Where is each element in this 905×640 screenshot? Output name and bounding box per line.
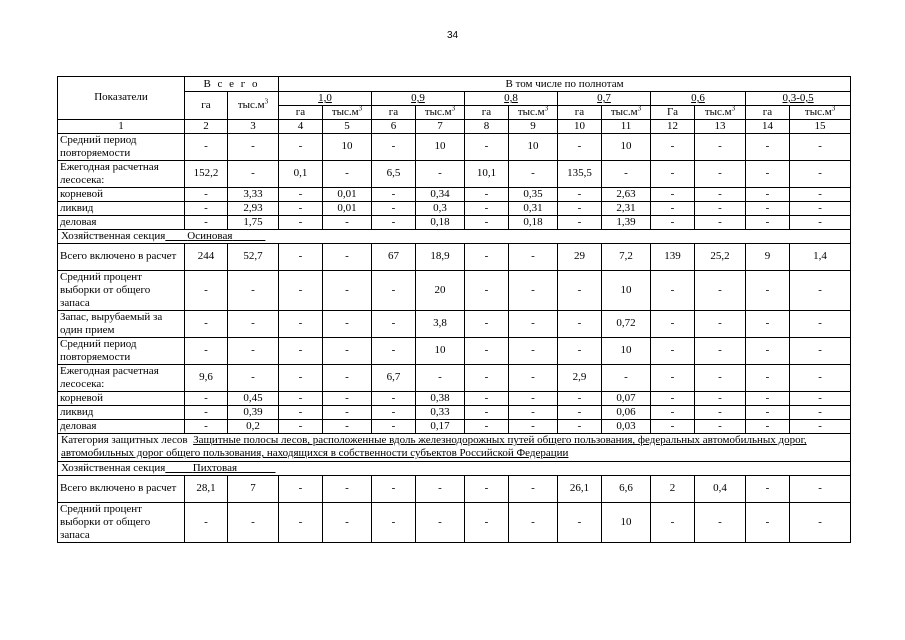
row-label: Всего включено в расчет: [58, 475, 185, 502]
table-cell: -: [279, 405, 323, 419]
table-cell: -: [509, 270, 558, 310]
table-cell: -: [651, 201, 695, 215]
table-cell: -: [279, 364, 323, 391]
table-cell: -: [323, 419, 372, 433]
row-label: Средний процент выборки от общего запаса: [58, 270, 185, 310]
table-cell: -: [372, 201, 416, 215]
table-cell: -: [558, 187, 602, 201]
density-1: 1,0: [279, 92, 372, 106]
column-number: 15: [790, 119, 851, 133]
table-cell: 10: [602, 502, 651, 542]
table-cell: -: [746, 201, 790, 215]
unit-ha: га: [372, 105, 416, 119]
table-cell: -: [558, 405, 602, 419]
table-cell: 0,01: [323, 187, 372, 201]
table-cell: -: [185, 502, 228, 542]
density-2: 0,9: [372, 92, 465, 106]
table-cell: -: [185, 187, 228, 201]
table-cell: -: [509, 160, 558, 187]
table-row: [58, 243, 851, 270]
table-cell: -: [509, 405, 558, 419]
table-cell: -: [558, 391, 602, 405]
table-cell: -: [695, 310, 746, 337]
table-cell: -: [695, 201, 746, 215]
table-block-2: [58, 243, 851, 433]
table-cell: 139: [651, 243, 695, 270]
table-cell: -: [509, 391, 558, 405]
density-4: 0,7: [558, 92, 651, 106]
table-cell: -: [228, 160, 279, 187]
table-cell: 10: [323, 133, 372, 160]
header-total-volume: $тыс.м^3$: [228, 92, 279, 120]
table-row: [58, 201, 851, 215]
table-cell: -: [279, 215, 323, 229]
row-label: деловая: [58, 419, 185, 433]
table-cell: -: [746, 337, 790, 364]
table-cell: -: [651, 160, 695, 187]
row-label: ликвид: [58, 405, 185, 419]
table-cell: -: [558, 502, 602, 542]
category-protective-forests: Категория защитных лесов Защитные полосы лесов, расположенные вдоль железнодорожных путей общего пользования, федеральных автомобильных дорог, автомобильных дорог общего пользования, находящихся в собственности субъектов Российской Федерации: [58, 433, 851, 461]
table-cell: -: [790, 405, 851, 419]
table-cell: -: [372, 419, 416, 433]
column-number: 3: [228, 119, 279, 133]
row-label: ликвид: [58, 201, 185, 215]
table-cell: 10: [602, 337, 651, 364]
table-cell: 2,63: [602, 187, 651, 201]
table-cell: 0,72: [602, 310, 651, 337]
table-row: [58, 160, 851, 187]
row-label: корневой: [58, 187, 185, 201]
table-row: [58, 133, 851, 160]
table-cell: -: [790, 187, 851, 201]
table-cell: -: [228, 364, 279, 391]
table-cell: 10: [509, 133, 558, 160]
density-3: 0,8: [465, 92, 558, 106]
table-row: [58, 364, 851, 391]
table-cell: -: [416, 160, 465, 187]
table-cell: 0,31: [509, 201, 558, 215]
unit-volume: $тыс.м^3$: [509, 105, 558, 119]
table-cell: -: [695, 337, 746, 364]
table-cell: 0,01: [323, 201, 372, 215]
table-cell: -: [228, 502, 279, 542]
unit-volume: $тыс.м^3$: [416, 105, 465, 119]
table-cell: -: [279, 502, 323, 542]
table-cell: 135,5: [558, 160, 602, 187]
table-cell: -: [279, 419, 323, 433]
table-cell: 2,9: [558, 364, 602, 391]
unit-ha: га: [465, 105, 509, 119]
table-cell: 1,75: [228, 215, 279, 229]
table-cell: -: [185, 310, 228, 337]
table-cell: -: [651, 310, 695, 337]
table-cell: -: [279, 243, 323, 270]
table-cell: -: [185, 201, 228, 215]
table-cell: 7: [228, 475, 279, 502]
table-cell: -: [279, 475, 323, 502]
table-cell: -: [558, 310, 602, 337]
table-cell: -: [465, 391, 509, 405]
table-cell: -: [465, 364, 509, 391]
table-cell: 10: [416, 337, 465, 364]
table-cell: -: [372, 391, 416, 405]
table-cell: -: [651, 270, 695, 310]
section-aspen: Хозяйственная секция Осиновая: [58, 229, 851, 243]
table-cell: -: [323, 215, 372, 229]
table-cell: 0,06: [602, 405, 651, 419]
row-label: Ежегодная расчетная лесосека:: [58, 364, 185, 391]
unit-volume: $тыс.м^3$: [695, 105, 746, 119]
table-cell: -: [790, 201, 851, 215]
row-label: Запас, вырубаемый за один прием: [58, 310, 185, 337]
table-cell: -: [651, 133, 695, 160]
forest-table: [57, 76, 851, 543]
table-cell: -: [651, 215, 695, 229]
density-5: 0,6: [651, 92, 746, 106]
table-cell: -: [185, 405, 228, 419]
table-cell: -: [323, 243, 372, 270]
table-cell: -: [465, 201, 509, 215]
column-number: 13: [695, 119, 746, 133]
row-label: Средний период повторяемости: [58, 337, 185, 364]
table-cell: 52,7: [228, 243, 279, 270]
column-number: 5: [323, 119, 372, 133]
table-cell: -: [558, 337, 602, 364]
table-cell: -: [651, 364, 695, 391]
table-cell: -: [602, 160, 651, 187]
table-cell: 0,17: [416, 419, 465, 433]
unit-volume: $тыс.м^3$: [602, 105, 651, 119]
header-total-ha: га: [185, 92, 228, 120]
table-cell: -: [558, 270, 602, 310]
table-cell: -: [228, 337, 279, 364]
table-cell: 10,1: [465, 160, 509, 187]
column-number: 8: [465, 119, 509, 133]
table-cell: 6,5: [372, 160, 416, 187]
row-label: корневой: [58, 391, 185, 405]
table-cell: -: [790, 133, 851, 160]
table-cell: 28,1: [185, 475, 228, 502]
table-cell: -: [465, 419, 509, 433]
table-cell: -: [509, 502, 558, 542]
table-cell: -: [372, 502, 416, 542]
table-cell: 0,35: [509, 187, 558, 201]
table-cell: -: [416, 502, 465, 542]
table-cell: 26,1: [558, 475, 602, 502]
table-cell: -: [746, 310, 790, 337]
column-number: 11: [602, 119, 651, 133]
unit-volume: $тыс.м^3$: [323, 105, 372, 119]
table-cell: 2,93: [228, 201, 279, 215]
table-cell: 67: [372, 243, 416, 270]
header-row-1: [58, 77, 851, 92]
table-cell: 1,39: [602, 215, 651, 229]
header-indicators: Показатели: [58, 77, 185, 120]
table-cell: -: [651, 187, 695, 201]
table-cell: -: [279, 391, 323, 405]
table-cell: -: [695, 391, 746, 405]
table-cell: -: [790, 310, 851, 337]
table-cell: -: [323, 364, 372, 391]
table-cell: -: [790, 270, 851, 310]
table-cell: 0,4: [695, 475, 746, 502]
table-cell: -: [746, 419, 790, 433]
table-cell: -: [185, 337, 228, 364]
table-cell: -: [465, 475, 509, 502]
table-cell: -: [746, 502, 790, 542]
table-cell: -: [228, 133, 279, 160]
table-block-1: [58, 133, 851, 229]
unit-ha: Га: [651, 105, 695, 119]
table-cell: 9,6: [185, 364, 228, 391]
table-cell: -: [228, 310, 279, 337]
table-cell: -: [509, 310, 558, 337]
column-number: 12: [651, 119, 695, 133]
table-cell: -: [323, 475, 372, 502]
table-cell: 0,3: [416, 201, 465, 215]
table-cell: -: [185, 391, 228, 405]
table-cell: 10: [602, 133, 651, 160]
table-cell: 10: [416, 133, 465, 160]
table-cell: -: [746, 364, 790, 391]
table-row: [58, 187, 851, 201]
table-cell: -: [372, 215, 416, 229]
table-cell: -: [790, 215, 851, 229]
table-cell: -: [746, 405, 790, 419]
column-number: 14: [746, 119, 790, 133]
column-number: 10: [558, 119, 602, 133]
table-cell: -: [509, 243, 558, 270]
column-number: 9: [509, 119, 558, 133]
table-cell: -: [323, 405, 372, 419]
table-cell: 244: [185, 243, 228, 270]
table-cell: -: [695, 187, 746, 201]
table-cell: -: [695, 502, 746, 542]
header-total: В с е г о: [185, 77, 279, 92]
row-label: Средний процент выборки от общего запаса: [58, 502, 185, 542]
table-cell: -: [746, 270, 790, 310]
row-label: Средний период повторяемости: [58, 133, 185, 160]
table-cell: 2: [651, 475, 695, 502]
table-row: [58, 475, 851, 502]
table-cell: -: [185, 133, 228, 160]
table-cell: -: [558, 419, 602, 433]
table-cell: 20: [416, 270, 465, 310]
table-cell: 0,38: [416, 391, 465, 405]
table-cell: -: [695, 405, 746, 419]
table-cell: -: [509, 337, 558, 364]
table-cell: -: [372, 475, 416, 502]
table-cell: -: [695, 160, 746, 187]
table-cell: -: [465, 243, 509, 270]
table-cell: -: [746, 133, 790, 160]
table-row: [58, 270, 851, 310]
unit-ha: га: [558, 105, 602, 119]
table-cell: 10: [602, 270, 651, 310]
table-cell: 0,45: [228, 391, 279, 405]
table-cell: -: [323, 160, 372, 187]
table-cell: -: [323, 337, 372, 364]
table-cell: -: [465, 187, 509, 201]
density-6: 0,3-0,5: [746, 92, 851, 106]
table-cell: 0,03: [602, 419, 651, 433]
table-row: [58, 215, 851, 229]
table-cell: -: [279, 310, 323, 337]
table-cell: 18,9: [416, 243, 465, 270]
table-cell: 0,34: [416, 187, 465, 201]
table-cell: -: [790, 502, 851, 542]
table-cell: -: [279, 270, 323, 310]
table-cell: -: [465, 310, 509, 337]
table-cell: 2,31: [602, 201, 651, 215]
table-cell: -: [416, 364, 465, 391]
table-cell: 0,33: [416, 405, 465, 419]
header-including: В том числе по полнотам: [279, 77, 851, 92]
table-cell: -: [185, 215, 228, 229]
table-cell: 0,1: [279, 160, 323, 187]
section-row-aspen: [58, 229, 851, 243]
table-cell: -: [558, 133, 602, 160]
table-cell: -: [746, 187, 790, 201]
unit-volume: $тыс.м^3$: [790, 105, 851, 119]
table-cell: -: [695, 364, 746, 391]
table-cell: -: [465, 502, 509, 542]
table-cell: -: [372, 270, 416, 310]
table-cell: -: [279, 201, 323, 215]
table-cell: 0,18: [509, 215, 558, 229]
table-cell: -: [279, 337, 323, 364]
table-cell: 0,2: [228, 419, 279, 433]
section-fir: Хозяйственная секция Пихтовая: [58, 461, 851, 475]
page-number: 34: [446, 30, 459, 41]
table-cell: -: [465, 133, 509, 160]
table-cell: -: [465, 337, 509, 364]
table-cell: -: [746, 391, 790, 405]
row-label: деловая: [58, 215, 185, 229]
row-label: Ежегодная расчетная лесосека:: [58, 160, 185, 187]
table-cell: -: [372, 405, 416, 419]
table-cell: -: [746, 160, 790, 187]
table-cell: -: [416, 475, 465, 502]
table-cell: -: [651, 337, 695, 364]
table-cell: -: [279, 133, 323, 160]
row-label: Всего включено в расчет: [58, 243, 185, 270]
table-cell: -: [185, 270, 228, 310]
column-number: 6: [372, 119, 416, 133]
table-cell: -: [790, 419, 851, 433]
table-cell: -: [695, 419, 746, 433]
table-cell: -: [372, 187, 416, 201]
table-cell: 0,07: [602, 391, 651, 405]
table-row: [58, 405, 851, 419]
table-cell: -: [372, 337, 416, 364]
table-cell: -: [746, 215, 790, 229]
table-cell: -: [790, 160, 851, 187]
column-number: 7: [416, 119, 465, 133]
column-number-row: [58, 119, 851, 133]
table-cell: -: [790, 364, 851, 391]
table-cell: -: [372, 310, 416, 337]
table-cell: -: [465, 405, 509, 419]
table-cell: 6,6: [602, 475, 651, 502]
table-cell: -: [651, 502, 695, 542]
column-number: 2: [185, 119, 228, 133]
unit-ha: га: [279, 105, 323, 119]
table-cell: -: [372, 133, 416, 160]
table-cell: 3,33: [228, 187, 279, 201]
table-row: [58, 419, 851, 433]
table-cell: -: [651, 405, 695, 419]
table-cell: -: [279, 187, 323, 201]
table-cell: -: [746, 475, 790, 502]
category-row: [58, 433, 851, 461]
column-number: 4: [279, 119, 323, 133]
table-cell: 29: [558, 243, 602, 270]
table-cell: -: [558, 201, 602, 215]
table-cell: -: [228, 270, 279, 310]
table-row: [58, 337, 851, 364]
section-row-fir: [58, 461, 851, 475]
table-cell: 3,8: [416, 310, 465, 337]
table-cell: -: [790, 475, 851, 502]
table-cell: -: [558, 215, 602, 229]
table-cell: -: [695, 270, 746, 310]
table-row: [58, 310, 851, 337]
table-row: [58, 391, 851, 405]
table-cell: -: [509, 475, 558, 502]
table-cell: -: [509, 364, 558, 391]
table-cell: 152,2: [185, 160, 228, 187]
table-cell: -: [323, 310, 372, 337]
table-cell: -: [695, 133, 746, 160]
table-cell: -: [465, 215, 509, 229]
table-cell: -: [651, 419, 695, 433]
table-cell: 9: [746, 243, 790, 270]
column-number: 1: [58, 119, 185, 133]
table-cell: 0,39: [228, 405, 279, 419]
table-cell: 6,7: [372, 364, 416, 391]
table-block-3: [58, 475, 851, 542]
table-row: [58, 502, 851, 542]
table-cell: 0,18: [416, 215, 465, 229]
table-cell: -: [602, 364, 651, 391]
table-cell: -: [323, 270, 372, 310]
table-cell: -: [465, 270, 509, 310]
table-cell: -: [185, 419, 228, 433]
table-cell: -: [323, 502, 372, 542]
table-cell: -: [323, 391, 372, 405]
table-cell: 1,4: [790, 243, 851, 270]
table-cell: -: [790, 391, 851, 405]
unit-ha: га: [746, 105, 790, 119]
table-cell: 7,2: [602, 243, 651, 270]
table-cell: 25,2: [695, 243, 746, 270]
table-cell: -: [695, 215, 746, 229]
table-cell: -: [509, 419, 558, 433]
table-cell: -: [790, 337, 851, 364]
table-cell: -: [651, 391, 695, 405]
